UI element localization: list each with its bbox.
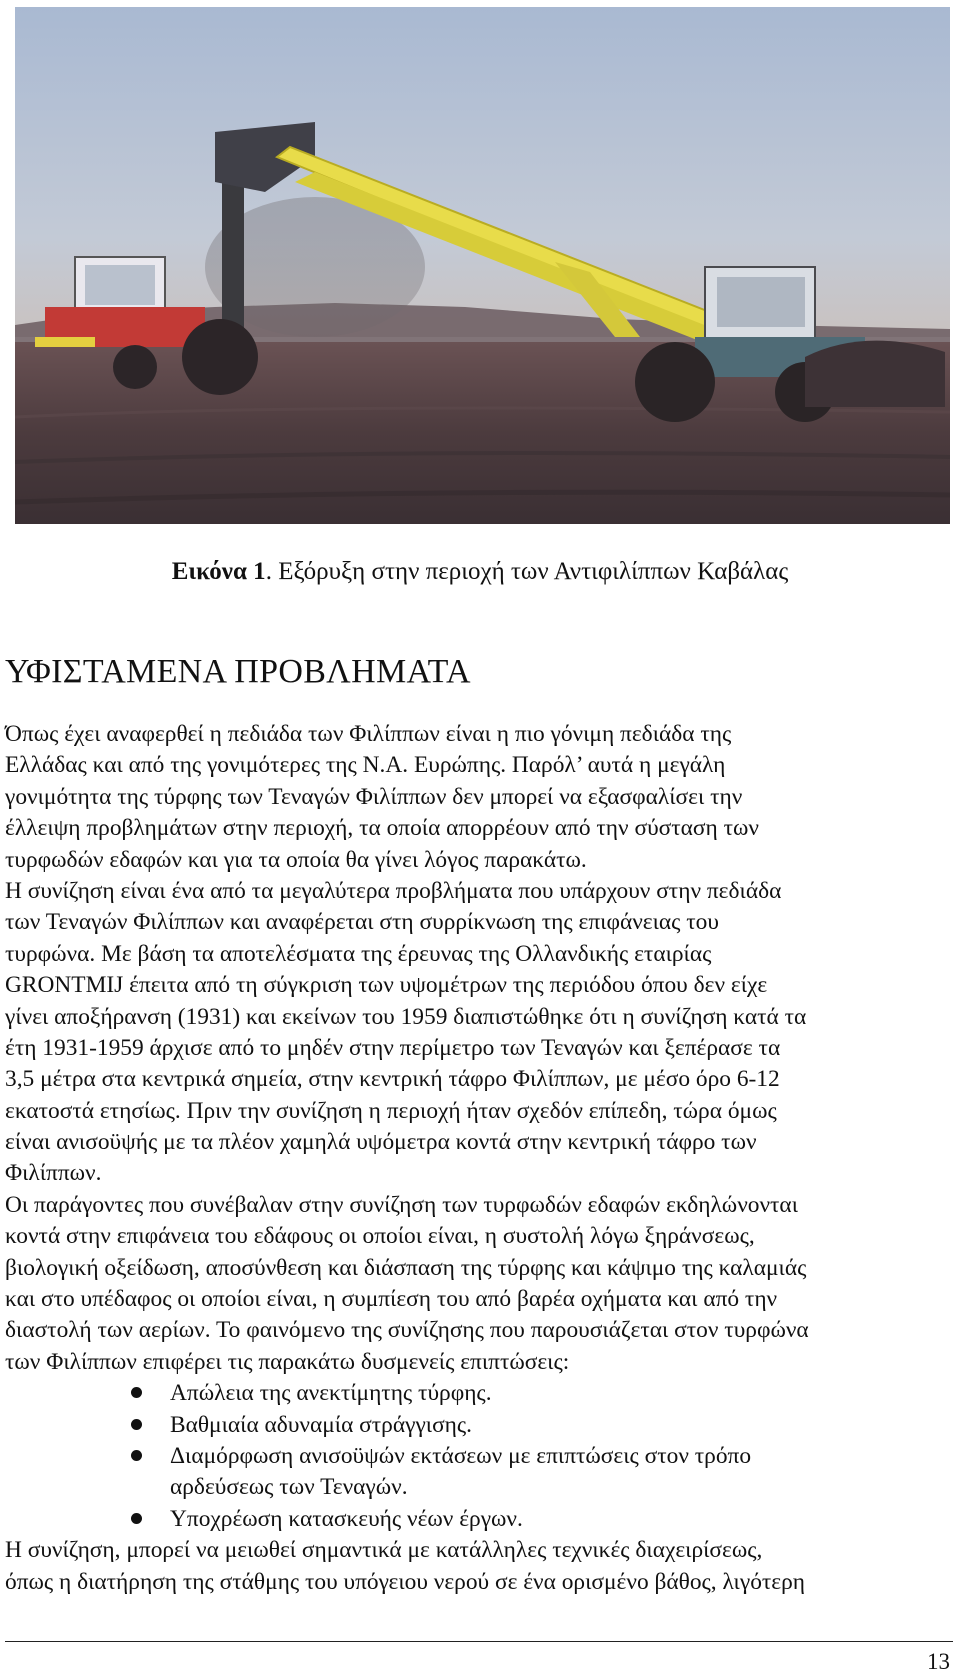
bullet-text: Διαμόρφωση ανισοϋψών εκτάσεων με επιπτώσεις στον τρόπο	[170, 1442, 752, 1469]
paragraph-line: Όπως έχει αναφερθεί η πεδιάδα των Φιλίππων είναι η πιο γόνιμη πεδιάδα της	[5, 721, 732, 747]
paragraph-line: Οι παράγοντες που συνέβαλαν στην συνίζηση των τυρφωδών εδαφών εκδηλώνονται	[5, 1191, 798, 1218]
bullet-icon	[131, 1513, 142, 1524]
figure-caption-text: . Εξόρυξη στην περιοχή των Αντιφιλίππων Καβάλας	[265, 558, 789, 585]
page-number: 13	[927, 1649, 950, 1674]
peat-excavation-photo	[15, 7, 950, 524]
bullet-icon	[131, 1450, 142, 1461]
bullet-text: αρδεύσεως των Τεναγών.	[170, 1474, 408, 1501]
paragraph-line: Ελλάδας και από της γονιμότερες της Ν.Α. Ευρώπης. Παρόλ’ αυτά η μεγάλη	[5, 752, 726, 779]
paragraph-line: Η συνίζηση είναι ένα από τα μεγαλύτερα προβλήματα που υπάρχουν στην πεδιάδα	[5, 877, 782, 904]
bullet-item	[5, 1410, 953, 1441]
paragraph-line: όπως η διατήρηση της στάθμης του υπόγειου νερού σε ένα ορισμένο βάθος, λιγότερη	[5, 1568, 806, 1595]
section-title: ΥΦΙΣΤΑΜΕΝΑ ΠΡΟΒΛΗΜΑΤΑ	[5, 653, 471, 690]
paragraph-line: έλλειψη προβλημάτων στην περιοχή, τα οποία απορρέουν από την σύσταση των	[5, 815, 759, 842]
bullet-text: Υποχρέωση κατασκευής νέων έργων.	[170, 1505, 523, 1532]
paragraph-line: Φιλίππων.	[5, 1160, 102, 1187]
paragraph-line: εκατοστά ετησίως. Πριν την συνίζηση η περιοχή ήταν σχεδόν επίπεδη, τώρα όμως	[5, 1097, 777, 1124]
paragraph-line: κοντά στην επιφάνεια του εδάφους οι οποίοι είναι, η συστολή λόγω ξηράνσεως,	[5, 1223, 755, 1250]
paragraph-line: των Τεναγών Φιλίππων και αναφέρεται στη συρρίκνωση της επιφάνειας του	[5, 909, 719, 936]
footer-divider	[5, 1641, 953, 1642]
paragraph-line: έτη 1931-1959 άρχισε από το μηδέν στην περίμετρο των Τεναγών και ξεπέρασε τα	[5, 1034, 781, 1061]
body-text	[5, 719, 953, 1598]
figure-photo	[15, 7, 950, 524]
paragraph-line: και στο υπέδαφος οι οποίοι είναι, η συμπίεση του από βαρέα οχήματα και από την	[5, 1286, 778, 1313]
paragraph-line: Η συνίζηση, μπορεί να μειωθεί σημαντικά με κατάλληλες τεχνικές διαχειρίσεως,	[5, 1537, 763, 1564]
paragraph-line: βιολογική οξείδωση, αποσύνθεση και διάσπαση της τύρφης και κάψιμο της καλαμιάς	[5, 1254, 807, 1281]
bullet-icon	[131, 1419, 142, 1430]
bullet-text: Βαθμιαία αδυναμία στράγγισης.	[170, 1411, 473, 1438]
bullet-item	[5, 1441, 953, 1472]
figure-caption	[0, 556, 960, 588]
paragraph-line: γίνει αποξήρανση (1931) και εκείνων του 1959 διαπιστώθηκε ότι η συνίζηση κατά τα	[5, 1003, 807, 1030]
paragraph-line: τυρφωδών εδαφών και για τα οποία θα γίνει λόγος παρακάτω.	[5, 846, 587, 873]
bullet-item	[5, 1504, 953, 1535]
paragraph-line: γονιμότητα της τύρφης των Τεναγών Φιλίππων δεν μπορεί να εξασφαλίσει την	[5, 783, 743, 810]
figure-label: Εικόνα 1	[171, 558, 266, 585]
bullet-item-continuation	[5, 1472, 953, 1503]
paragraph-line: είναι ανισοϋψής με τα πλέον χαμηλά υψόμετρα κοντά στην κεντρική τάφρο των	[5, 1129, 757, 1156]
paragraph-line: διαστολή των αερίων. Το φαινόμενο της συνίζησης που παρουσιάζεται στον τυρφώνα	[5, 1317, 809, 1344]
bullet-item	[5, 1378, 953, 1409]
bullet-text: Απώλεια της ανεκτίμητης τύρφης.	[170, 1380, 492, 1407]
paragraph-line: 3,5 μέτρα στα κεντρικά σημεία, στην κεντρική τάφρο Φιλίππων, με μέσο όρο 6-12	[5, 1066, 780, 1093]
paragraph-line: των Φιλίππων επιφέρει τις παρακάτω δυσμενείς επιπτώσεις:	[5, 1348, 570, 1375]
paragraph-line: GRONTMIJ έπειτα από τη σύγκριση των υψομέτρων της περιόδου όπου δεν είχε	[5, 972, 768, 999]
paragraph-line: τυρφώνα. Με βάση τα αποτελέσματα της έρευνας της Ολλανδικής εταιρίας	[5, 940, 712, 967]
bullet-icon	[131, 1387, 142, 1398]
